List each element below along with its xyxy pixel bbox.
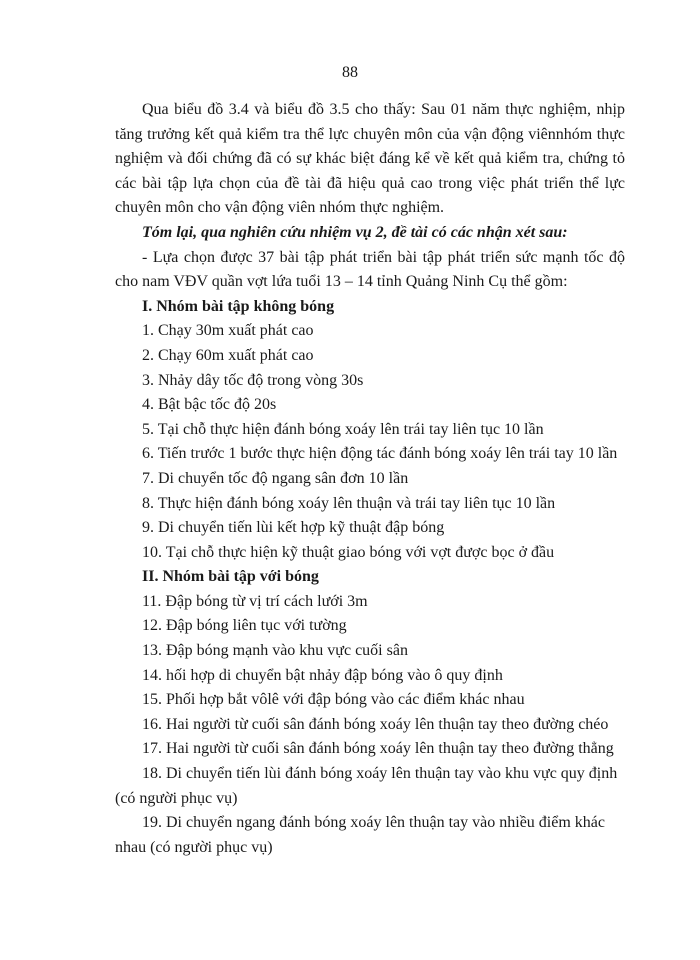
group-2-heading: II. Nhóm bài tập với bóng	[142, 568, 319, 586]
selection-paragraph: - Lựa chọn được 37 bài tập phát triển bài tập phát triển sức mạnh tốc độ cho nam VĐV quần vợt lứa tuổi 13 – 14 tỉnh Quảng Ninh Cụ thể gồm:	[115, 248, 625, 291]
list-item: 4. Bật bậc tốc độ 20s	[142, 396, 277, 414]
page-content	[115, 98, 625, 860]
list-item: 6. Tiến trước 1 bước thực hiện động tác đánh bóng xoáy lên trái tay 10 lần	[142, 445, 618, 463]
list-item: 12. Đập bóng liên tục với tường	[142, 617, 347, 635]
list-item: 9. Di chuyển tiến lùi kết hợp kỹ thuật đập bóng	[142, 519, 445, 537]
list-item: 17. Hai người từ cuối sân đánh bóng xoáy lên thuận tay theo đường thẳng	[142, 740, 614, 758]
list-item: 14. hối hợp di chuyển bật nhảy đập bóng vào ô quy định	[142, 666, 503, 684]
list-item: 13. Đập bóng mạnh vào khu vực cuối sân	[142, 642, 408, 660]
list-item: 3. Nhảy dây tốc độ trong vòng 30s	[142, 371, 364, 389]
page-number: 88	[342, 64, 358, 81]
list-item: 16. Hai người từ cuối sân đánh bóng xoáy lên thuận tay theo đường chéo	[142, 715, 609, 733]
intro-paragraph: Qua biểu đồ 3.4 và biểu đồ 3.5 cho thấy: Sau 01 năm thực nghiệm, nhịp tăng trưởng kết quả kiểm tra thể lực chuyên môn của vận động viênnhóm thực nghiệm và đối chứng đã có sự khác biệt đáng kể về kết quả kiểm tra, chứng tỏ các bài tập lựa chọn của đề tài đã hiệu quả cao trong việc phát triển thể lực chuyên môn cho vận động viên nhóm thực nghiệm.	[115, 101, 625, 217]
group-1-heading: I. Nhóm bài tập không bóng	[142, 297, 335, 315]
list-item: 10. Tại chỗ thực hiện kỹ thuật giao bóng với vợt được bọc ở đầu	[142, 543, 555, 561]
list-item: 7. Di chuyển tốc độ ngang sân đơn 10 lần	[142, 469, 409, 487]
list-item: 18. Di chuyển tiến lùi đánh bóng xoáy lên thuận tay vào khu vực quy định (có người phục vụ)	[115, 765, 618, 807]
summary-heading: Tóm lại, qua nghiên cứu nhiệm vụ 2, đề tài có các nhận xét sau:	[142, 223, 568, 241]
list-item: 5. Tại chỗ thực hiện đánh bóng xoáy lên trái tay liên tục 10 lần	[142, 420, 544, 438]
list-item: 15. Phối hợp bắt vôlê với đập bóng vào các điểm khác nhau	[142, 691, 525, 709]
list-item: 8. Thực hiện đánh bóng xoáy lên thuận và trái tay liên tục 10 lần	[142, 494, 556, 512]
list-item: 1. Chạy 30m xuất phát cao	[142, 322, 314, 340]
list-item: 2. Chạy 60m xuất phát cao	[142, 346, 314, 364]
list-item: 11. Đập bóng từ vị trí cách lưới 3m	[142, 592, 368, 610]
list-item: 19. Di chuyển ngang đánh bóng xoáy lên thuận tay vào nhiều điểm khác nhau (có người phục vụ)	[115, 814, 605, 856]
